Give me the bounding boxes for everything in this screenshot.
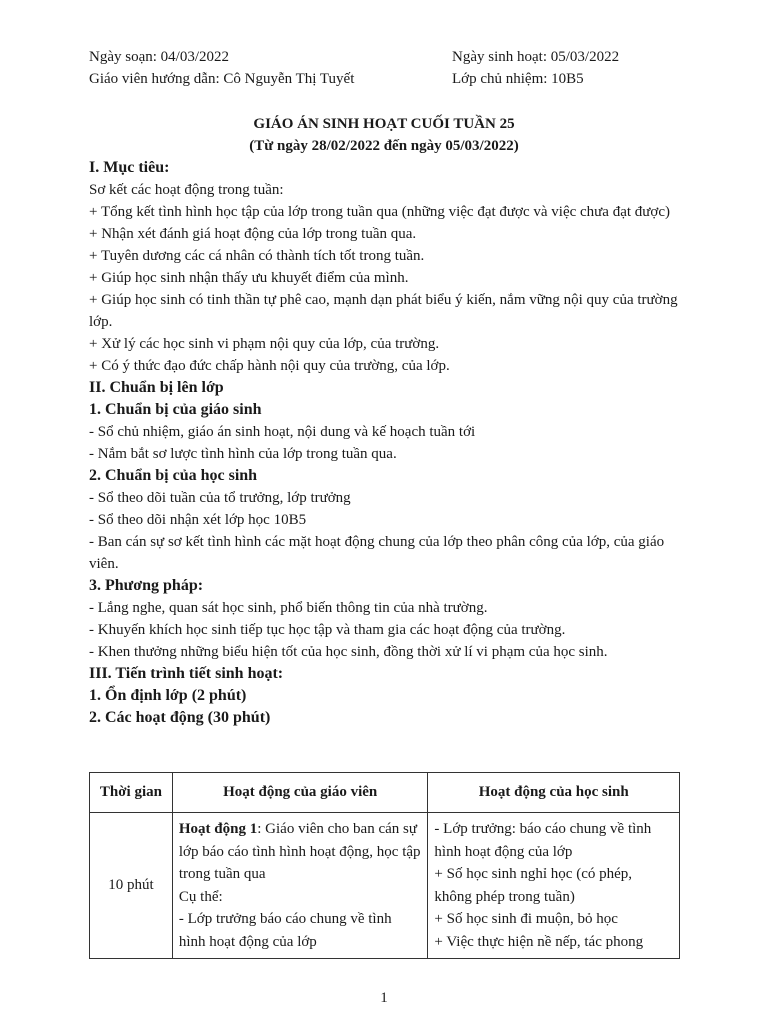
paragraph: - Sổ chủ nhiệm, giáo án sinh hoạt, nội dung và kế hoạch tuần tới — [89, 424, 476, 440]
paragraph: + Giúp học sinh có tinh thần tự phê cao, mạnh dạn phát biểu ý kiến, nắm vững nội quy của trường lớp. — [89, 292, 678, 330]
paragraph: - Lắng nghe, quan sát học sinh, phổ biến thông tin của nhà trường. — [89, 600, 488, 616]
subsection-heading: 1. Chuẩn bị của giáo sinh — [89, 401, 262, 418]
cell-time: 10 phút — [90, 813, 173, 959]
paragraph: + Tuyên dương các cá nhân có thành tích tốt trong tuần. — [89, 248, 425, 264]
column-header-teacher: Hoạt động của giáo viên — [172, 773, 428, 813]
section-heading: III. Tiến trình tiết sinh hoạt: — [89, 665, 284, 682]
document-subtitle: (Từ ngày 28/02/2022 đến ngày 05/03/2022) — [249, 138, 519, 154]
paragraph: - Khen thưởng những biểu hiện tốt của học sinh, đồng thời xử lí vi phạm của học sinh. — [89, 644, 608, 660]
subsection-heading: 1. Ổn định lớp (2 phút) — [89, 687, 247, 704]
paragraph: + Có ý thức đạo đức chấp hành nội quy của trường, của lớp. — [89, 358, 450, 374]
paragraph: - Ban cán sự sơ kết tình hình các mặt hoạt động chung của lớp theo phân công của lớp, của giáo viên. — [89, 534, 665, 572]
student-activity-line: - Lớp trưởng: báo cáo chung về tình hình hoạt động của lớp — [434, 821, 652, 860]
paragraph: + Nhận xét đánh giá hoạt động của lớp trong tuần qua. — [89, 226, 417, 242]
date-prepared: Ngày soạn: 04/03/2022 — [89, 49, 229, 65]
table-row — [90, 813, 680, 959]
teacher-name: Giáo viên hướng dẫn: Cô Nguyễn Thị Tuyết — [89, 71, 355, 87]
section-heading: II. Chuẩn bị lên lớp — [89, 379, 224, 396]
class-name: Lớp chủ nhiệm: 10B5 — [452, 71, 584, 87]
paragraph: + Tổng kết tình hình học tập của lớp trong tuần qua (những việc đạt được và việc chưa đạt được) — [89, 204, 671, 220]
paragraph: - Sổ theo dõi nhận xét lớp học 10B5 — [89, 512, 307, 528]
activities-table — [89, 772, 680, 959]
document-body — [89, 157, 679, 729]
document-title: GIÁO ÁN SINH HOẠT CUỐI TUẦN 25 — [253, 116, 515, 132]
subsection-heading: 2. Các hoạt động (30 phút) — [89, 709, 271, 726]
student-activity-line: + Số học sinh nghỉ học (có phép, không phép trong tuần) — [434, 866, 633, 905]
paragraph: - Sổ theo dõi tuần của tổ trưởng, lớp trưởng — [89, 490, 351, 506]
paragraph: - Khuyến khích học sinh tiếp tục học tập và tham gia các hoạt động của trường. — [89, 622, 566, 638]
teacher-activity-line: Cụ thể: — [178, 888, 223, 905]
cell-student-activity — [428, 813, 680, 959]
student-activity-line: + Số học sinh đi muộn, bỏ học — [434, 911, 618, 927]
section-heading: I. Mục tiêu: — [89, 159, 170, 176]
paragraph: + Giúp học sinh nhận thấy ưu khuyết điểm của mình. — [89, 270, 409, 286]
column-header-time: Thời gian — [90, 773, 173, 813]
table-header-row — [90, 773, 680, 813]
subsection-heading: 3. Phương pháp: — [89, 577, 204, 594]
activity-label: Hoạt động 1 — [178, 821, 258, 837]
student-activity-line: + Việc thực hiện nề nếp, tác phong — [434, 933, 644, 950]
paragraph: + Xử lý các học sinh vi phạm nội quy của lớp, của trường. — [89, 336, 440, 352]
activity-text: : Giáo viên cho ban cán sự lớp báo cáo tình hình hoạt động, học tập trong tuần qua — [178, 821, 421, 882]
page-number: 1 — [380, 990, 388, 1006]
column-header-student: Hoạt động của học sinh — [428, 773, 680, 813]
subsection-heading: 2. Chuẩn bị của học sinh — [89, 467, 258, 484]
paragraph: - Nắm bắt sơ lược tình hình của lớp trong tuần qua. — [89, 446, 397, 462]
paragraph: Sơ kết các hoạt động trong tuần: — [89, 182, 284, 198]
teacher-activity-line: - Lớp trưởng báo cáo chung về tình hình hoạt động của lớp — [178, 911, 392, 950]
cell-teacher-activity — [172, 813, 428, 959]
meeting-date: Ngày sinh hoạt: 05/03/2022 — [452, 49, 620, 65]
teacher-activity-intro — [179, 818, 422, 886]
